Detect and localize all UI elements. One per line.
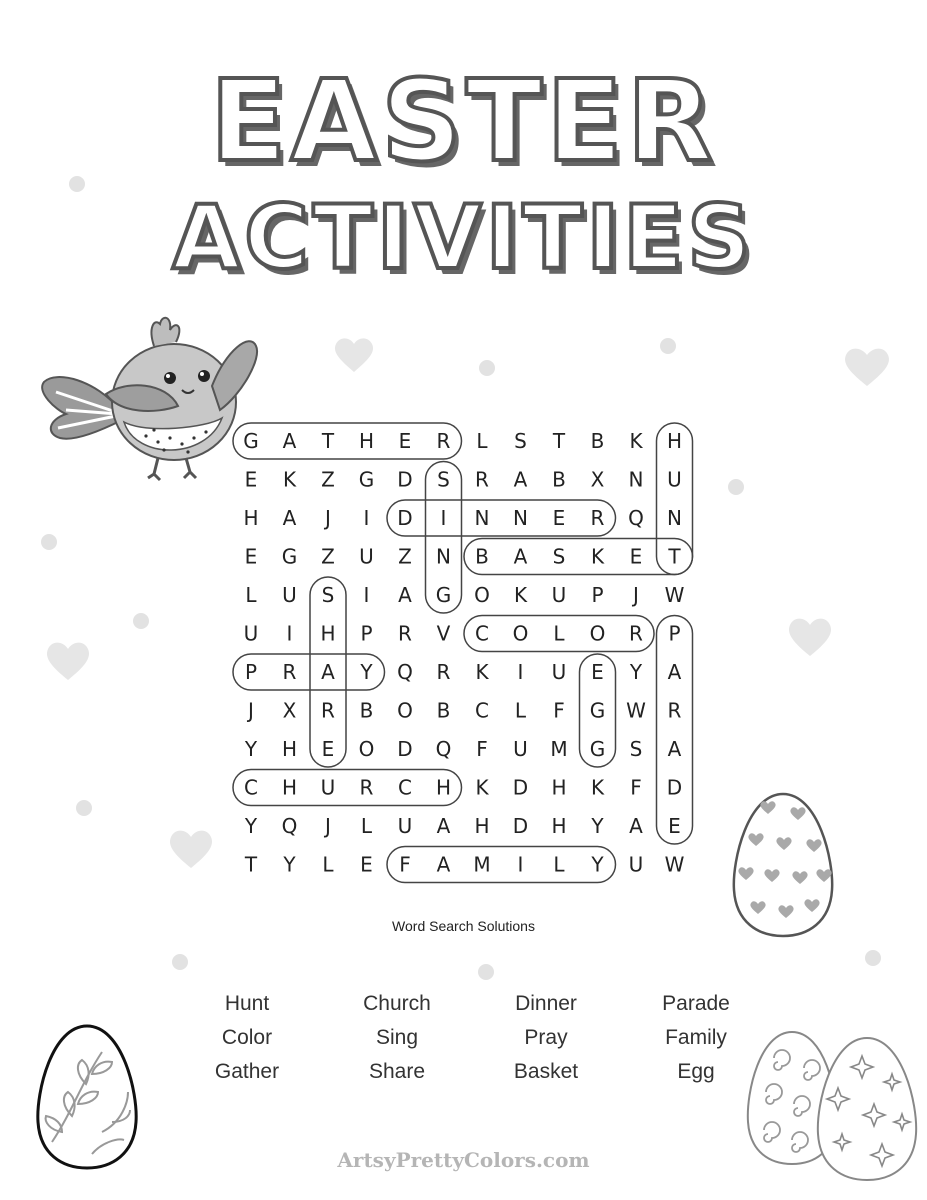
grid-letter: U [282,583,297,607]
grid-letter: W [664,583,685,607]
found-word-oval [233,423,462,459]
word-list-item: Sing [375,1026,419,1049]
grid-letter: H [551,814,567,838]
found-word-oval [233,770,462,806]
grid-letter: F [553,698,565,723]
grid-letter: G [281,544,298,569]
grid-letter: E [360,852,373,877]
grid-letter: A [667,660,682,684]
grid-letter: U [243,621,259,646]
grid-letter: N [667,506,682,530]
grid-letter: B [475,544,489,569]
grid-letter: Q [435,737,452,761]
grid-letter: E [398,429,412,453]
grid-letter: K [590,775,605,800]
grid-letter: N [513,506,528,530]
grid-letter: E [629,544,643,569]
word-list-item: Basket [513,1060,579,1083]
grid-letter: P [591,583,604,607]
grid-letter: A [513,467,528,492]
grid-letter: Y [591,814,604,838]
grid-letter: O [397,698,413,723]
grid-letter: H [358,429,375,453]
grid-letter: R [359,775,374,800]
grid-letter: H [281,737,298,761]
grid-letter: R [590,506,605,530]
grid-letter: A [629,814,643,838]
grid-letter: Y [244,814,258,838]
grid-letter: Q [281,814,298,838]
grid-letter: H [435,775,452,800]
grid-letter: R [667,698,682,723]
grid-letter: D [397,467,413,492]
grid-letter: O [358,737,375,761]
grid-letter: X [590,467,605,492]
grid-letter: F [399,852,411,877]
grid-letter: L [322,852,334,877]
grid-letter: R [436,660,451,684]
grid-letter: U [513,737,528,761]
grid-letter: K [475,660,489,684]
found-word-oval [464,539,693,575]
grid-letter: P [668,621,681,646]
grid-letter: B [359,698,374,723]
word-list-item: Pray [524,1026,568,1049]
word-list-item: Gather [214,1060,280,1083]
word-list-item: Color [221,1026,273,1049]
grid-letter: A [282,429,297,453]
grid-letter: R [398,621,412,646]
grid-letter: H [666,429,683,453]
grid-letter: L [553,852,565,877]
grid-letter: C [475,698,489,723]
word-list-item: Family [665,1026,727,1049]
word-list-item: Church [363,992,431,1015]
grid-letter: K [590,544,605,569]
grid-letter: Y [244,737,258,761]
grid-letter: E [244,467,258,492]
grid-letter: I [286,621,293,646]
grid-letter: N [474,506,490,530]
grid-letter: H [320,621,336,646]
grid-letter: R [436,429,451,453]
grid-letter: L [360,814,373,838]
grid-letter: S [321,583,335,607]
grid-letter: W [664,852,685,877]
grid-letter: G [435,583,452,607]
grid-letter: I [517,660,524,684]
grid-letter: U [551,660,567,684]
grid-letter: G [589,737,606,761]
grid-letter: B [436,698,451,723]
word-list-item: Parade [662,992,730,1015]
grid-letter: N [436,544,451,569]
grid-letter: U [628,852,644,877]
grid-letter: Z [321,467,335,492]
grid-letter: U [320,775,336,800]
grid-letter: F [476,737,488,761]
grid-letter: A [513,544,528,569]
grid-letter: T [244,852,258,877]
grid-letter: W [626,698,646,723]
grid-letter: D [397,737,413,761]
grid-letter: M [550,737,568,761]
grid-letter: H [243,506,259,530]
grid-letter: T [552,429,566,453]
grid-letter: O [512,621,529,646]
grid-letter: R [321,698,335,723]
grid-letter: O [474,583,490,607]
grid-letter: D [666,775,683,800]
grid-letter: Y [629,660,643,684]
grid-letter: D [512,775,529,800]
grid-letter: L [553,621,565,646]
found-word-oval [387,847,616,883]
grid-letter: M [473,852,491,877]
grid-letter: S [552,544,566,569]
grid-letter: T [321,429,335,453]
grid-letter: K [282,467,297,492]
grid-letter: C [475,621,489,646]
word-list-item: Hunt [224,992,270,1015]
grid-letter: G [358,467,375,492]
found-word-oval [387,500,616,536]
grid-letter: I [363,583,370,607]
grid-letter: K [475,775,489,800]
grid-letter: G [243,429,259,453]
grid-letter: L [514,698,527,723]
grid-letter: U [397,814,413,838]
grid-letter: A [667,737,682,761]
grid-letter: J [248,698,254,723]
grid-letter: P [360,621,373,646]
grid-letter: S [514,429,527,453]
grid-letter: A [436,814,451,838]
grid-letter: E [321,737,335,761]
grid-letter: I [517,852,524,877]
grid-letter: R [629,621,643,646]
grid-letter: C [398,775,412,800]
grid-letter: H [474,814,490,838]
grid-letter: U [667,467,682,492]
grid-letter: A [398,583,412,607]
found-word-oval [657,616,693,845]
grid-letter: R [475,467,489,492]
grid-letter: K [629,429,643,453]
grid-letter: D [397,506,413,530]
page-subtitle: ACTIVITIES [172,186,755,289]
footer-brand: ArtsyPrettyColors.com [337,1148,590,1172]
grid-letter: Q [397,660,413,684]
grid-letter: L [245,583,257,607]
grid-letter: D [512,814,529,838]
grid-letter: Q [628,506,644,530]
word-list-item: Share [368,1060,426,1083]
grid-letter: E [552,506,566,530]
heart-egg-icon [728,790,838,940]
grid-letter: Y [360,660,373,684]
grid-letter: E [244,544,258,569]
grid-letter: A [321,660,335,684]
grid-letter: H [281,775,298,800]
grid-letter: A [436,852,451,877]
grid-letter: T [668,544,681,569]
grid-letter: U [551,583,567,607]
solutions-label: Word Search Solutions [392,918,535,934]
grid-letter: Y [591,852,604,877]
grid-letter: S [437,467,450,492]
grid-letter: J [325,814,331,838]
grid-letter: C [244,775,258,800]
grid-letter: H [551,775,567,800]
grid-letter: R [282,660,297,684]
grid-letter: Z [321,544,335,569]
grid-letter: L [476,429,488,453]
grid-letter: E [668,814,681,838]
grid-letter: P [244,660,258,684]
word-list-item: Dinner [515,992,577,1015]
grid-letter: G [589,698,606,723]
grid-letter: O [589,621,606,646]
grid-letter: B [552,467,566,492]
grid-letter: K [513,583,528,607]
grid-letter: J [325,506,331,530]
grid-letter: F [630,775,642,800]
grid-letter: A [282,506,297,530]
grid-letter: X [282,698,297,723]
grid-letter: S [629,737,643,761]
grid-letter: I [440,506,447,530]
grid-letter: V [436,621,451,646]
grid-letter: N [628,467,644,492]
page-title: EASTER [210,57,717,187]
word-list-item: Egg [677,1060,715,1083]
grid-letter: E [591,660,604,684]
grid-letter: U [359,544,374,569]
grid-letter: Y [283,852,296,877]
grid-letter: J [633,583,639,607]
grid-letter: Z [398,544,412,569]
grid-letter: B [590,429,605,453]
grid-letter: I [363,506,370,530]
